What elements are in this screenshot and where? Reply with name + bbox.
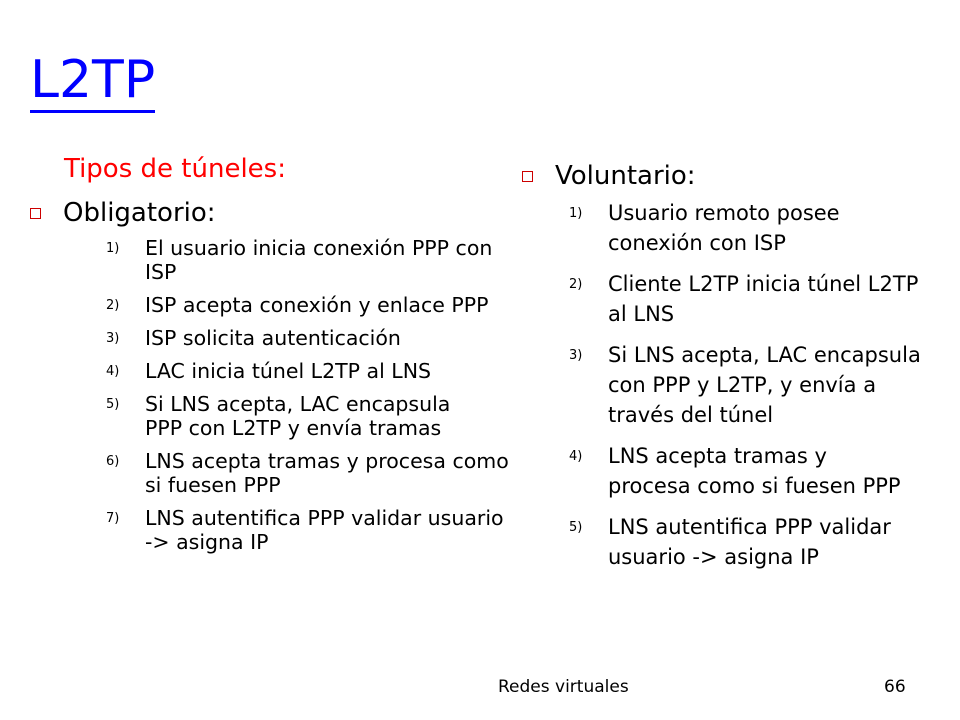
item-number: 1) (569, 206, 583, 221)
page-number: 66 (884, 677, 906, 697)
item-number: 5) (569, 520, 583, 535)
item-text: Si LNS acepta, LAC encapsula PPP con L2TP y envía tramas (145, 392, 451, 440)
right-heading-row (522, 160, 696, 192)
item-number: 3) (106, 331, 120, 346)
list-item (106, 449, 515, 497)
list-item (106, 293, 515, 317)
item-number: 4) (569, 449, 583, 464)
left-heading: Obligatorio: (63, 198, 216, 228)
right-steps-list (569, 198, 919, 583)
list-item (106, 506, 515, 554)
item-number: 1) (106, 241, 120, 256)
item-number: 6) (106, 454, 120, 469)
footer-label: Redes virtuales (498, 677, 629, 697)
item-text: ISP solicita autenticación (145, 326, 401, 350)
item-text: LNS autentifica PPP validar usuario -> asigna IP (608, 515, 891, 569)
list-item (106, 392, 485, 440)
list-item (569, 198, 919, 258)
item-text: El usuario inicia conexión PPP con ISP (145, 236, 493, 284)
item-number: 5) (106, 397, 120, 412)
item-number: 2) (106, 298, 120, 313)
square-bullet-icon (522, 171, 533, 182)
list-item (569, 512, 919, 572)
list-item (569, 340, 948, 430)
title-underline (30, 110, 155, 113)
list-item (106, 359, 515, 383)
list-item (569, 269, 919, 329)
item-number: 3) (569, 348, 583, 363)
item-number: 2) (569, 277, 583, 292)
item-number: 7) (106, 511, 120, 526)
right-heading: Voluntario: (555, 161, 696, 191)
item-number: 4) (106, 364, 120, 379)
item-text: ISP acepta conexión y enlace PPP (145, 293, 489, 317)
item-text: LAC inicia túnel L2TP al LNS (145, 359, 432, 383)
list-item (569, 441, 908, 501)
subtitle: Tipos de túneles: (64, 154, 286, 184)
left-heading-row (30, 197, 216, 229)
item-text: LNS acepta tramas y procesa como si fuesen PPP (608, 444, 901, 498)
list-item (106, 326, 515, 350)
item-text: Cliente L2TP inicia túnel L2TP al LNS (608, 272, 919, 326)
left-steps-list (106, 236, 516, 563)
list-item (106, 236, 515, 284)
item-text: Si LNS acepta, LAC encapsula con PPP y L2TP, y envía a través del túnel (608, 343, 921, 427)
slide-title: L2TP (30, 50, 156, 110)
item-text: Usuario remoto posee conexión con ISP (608, 201, 840, 255)
item-text: LNS acepta tramas y procesa como si fuesen PPP (145, 449, 509, 497)
square-bullet-icon (30, 208, 41, 219)
item-text: LNS autentifica PPP validar usuario -> asigna IP (145, 506, 504, 554)
